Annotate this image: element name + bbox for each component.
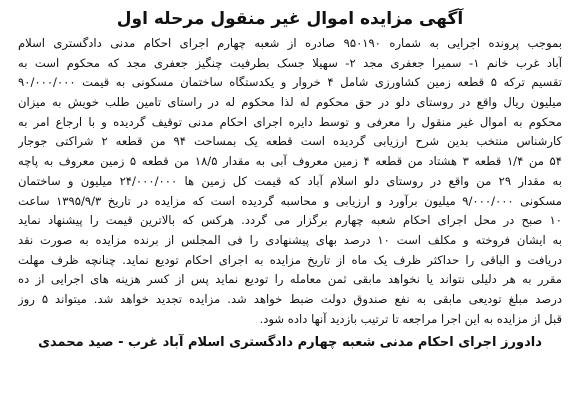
notice-line: آباد غرب خانم ۱- سمیرا جعفری مجد ۲- سهیلا جسک بطرفیت چنگیز جعفری مجد که محکوم است به	[18, 55, 562, 70]
notice-line: مسکونی ۹/۰۰۰/۰۰۰ میلیون برآورد و ارزیابی و محاسبه گردیده است که مزایده در تاریخ ۱۳۹۵/۹/۳ ساعت	[18, 193, 562, 208]
notice-line: میلیون ریال واقع در روستای دلو در حق محکوم له لذا محکوم له در راستای تامین طلب خویش به میزان	[18, 95, 562, 110]
notice-line: به ایشان فروخته و مکلف است ۱۰ درصد بهای پیشنهادی را فی المجلس از برنده مزایده به صورت نقد	[18, 232, 562, 247]
notice-line: بموجب پرونده اجرایی به شماره ۹۵۰۱۹۰ صادره از شعبه چهارم اجرای احکام مدنی دادگستری اسلام	[18, 36, 562, 50]
notice-line: محکوم به اموال غیر منقول را معرفی و توسط دایره اجرای احکام مدنی توقیف گردیده و با ارجاع امر به	[18, 114, 562, 129]
notice-line: قبل از مزایده به این اجرا مراجعه تا ترتیب بازدید آنها داده شود.	[259, 311, 562, 326]
auction-notice	[18, 0, 562, 410]
notice-signature: دادورز اجرای احکام مدنی شعبه چهارم دادگستری اسلام آباد غرب - صید محمدی	[38, 335, 542, 351]
notice-line: دریافت و الباقی را حداکثر ظرف یک ماه از تاریخ مزایده به اجرای احکام تودیع نماید. چنانچه ظرف مهلت	[18, 252, 562, 267]
notice-line: کارشناس منتخب بدین شرح ارزیابی گردیده است قطعه یک بمساحت ۹۴ من قطعه ۲ شراکتی جوجار	[18, 134, 562, 149]
notice-line: ۱۰ صبح در محل اجرای احکام شعبه چهارم برگزار می گردد. هرکس که بالاترین قیمت را پیشنهاد نماید	[18, 213, 562, 228]
notice-line: درصد مبلغ تودیعی مابقی به نفع صندوق دولت ضبط خواهد شد. مزایده تجدید خواهد شد. میتواند ۵ روز	[18, 291, 562, 306]
notice-title: آگهی مزایده اموال غیر منقول مرحله اول	[116, 9, 464, 29]
notice-body	[18, 34, 562, 329]
notice-line: ۵۴ من ۱/۴ قطعه ۳ هشتاد من قطعه ۴ زمین معروف آبی به مقدار ۱۸/۵ من قطعه ۵ زمین معروف به پاچه	[18, 154, 562, 169]
notice-line: به مقدار ۲۹ من واقع در روستای دلو اسلام آباد که قیمت کل زمین ها ۲۴/۰۰۰/۰۰۰ میلیون و ساختمان	[18, 173, 562, 188]
notice-line: مقرر به هر دلیلی نتواند یا نخواهد مابقی ثمن معامله را تودیع نماید پس از کسر هزینه های اجرایی از ده	[18, 272, 562, 287]
notice-line: تقسیم ترکه ۵ قطعه زمین کشاورزی شامل ۴ خروار و یکدستگاه ساختمان مسکونی به قیمت ۹۰/۰۰۰/۰۰۰	[18, 75, 562, 90]
